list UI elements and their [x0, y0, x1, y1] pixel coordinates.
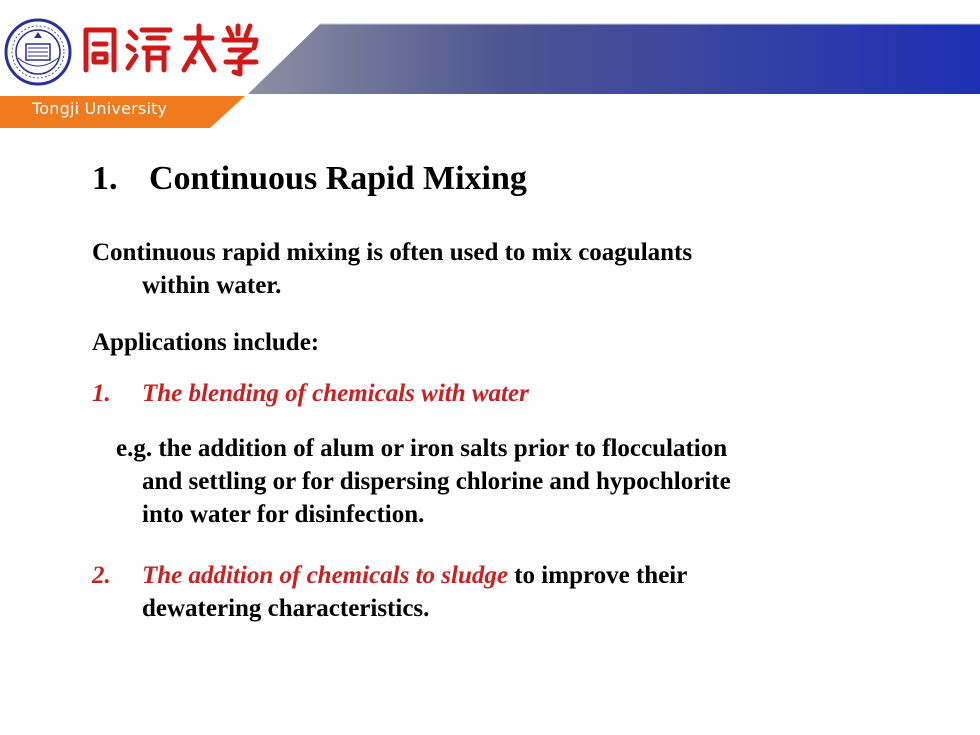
intro-line-2: within water. [142, 272, 282, 299]
slide-title [92, 160, 527, 198]
example-line-2: and settling or for dispersing chlorine and hypochlorite [142, 468, 731, 495]
list-item-1-number: 1. [92, 380, 111, 407]
example-line-1: e.g. the addition of alum or iron salts prior to flocculation [116, 435, 728, 462]
example-line-3: into water for disinfection. [142, 501, 425, 528]
list-item-1 [92, 377, 529, 410]
example-paragraph [116, 432, 731, 531]
tongji-calligraphy-icon [78, 18, 263, 80]
list-item-2-line-1 [92, 559, 687, 592]
list-item-2 [92, 559, 687, 625]
list-item-2-rest: to improve their [507, 562, 688, 589]
university-seal-icon [4, 18, 72, 86]
list-item-2-number: 2. [92, 562, 111, 589]
title-number: 1. [92, 160, 118, 197]
intro-line-1: Continuous rapid mixing is often used to mix coagulants [92, 239, 693, 266]
applications-heading: Applications include: [92, 329, 320, 356]
list-item-2-line-2: dewatering characteristics. [142, 595, 430, 622]
header-blue-band [248, 24, 980, 94]
intro-paragraph [92, 236, 692, 302]
list-item-2-highlight: The addition of chemicals to sludge [142, 562, 508, 589]
title-text: Continuous Rapid Mixing [149, 160, 527, 197]
list-item-1-text: The blending of chemicals with water [142, 380, 529, 407]
university-name-label: Tongji University [32, 99, 168, 118]
